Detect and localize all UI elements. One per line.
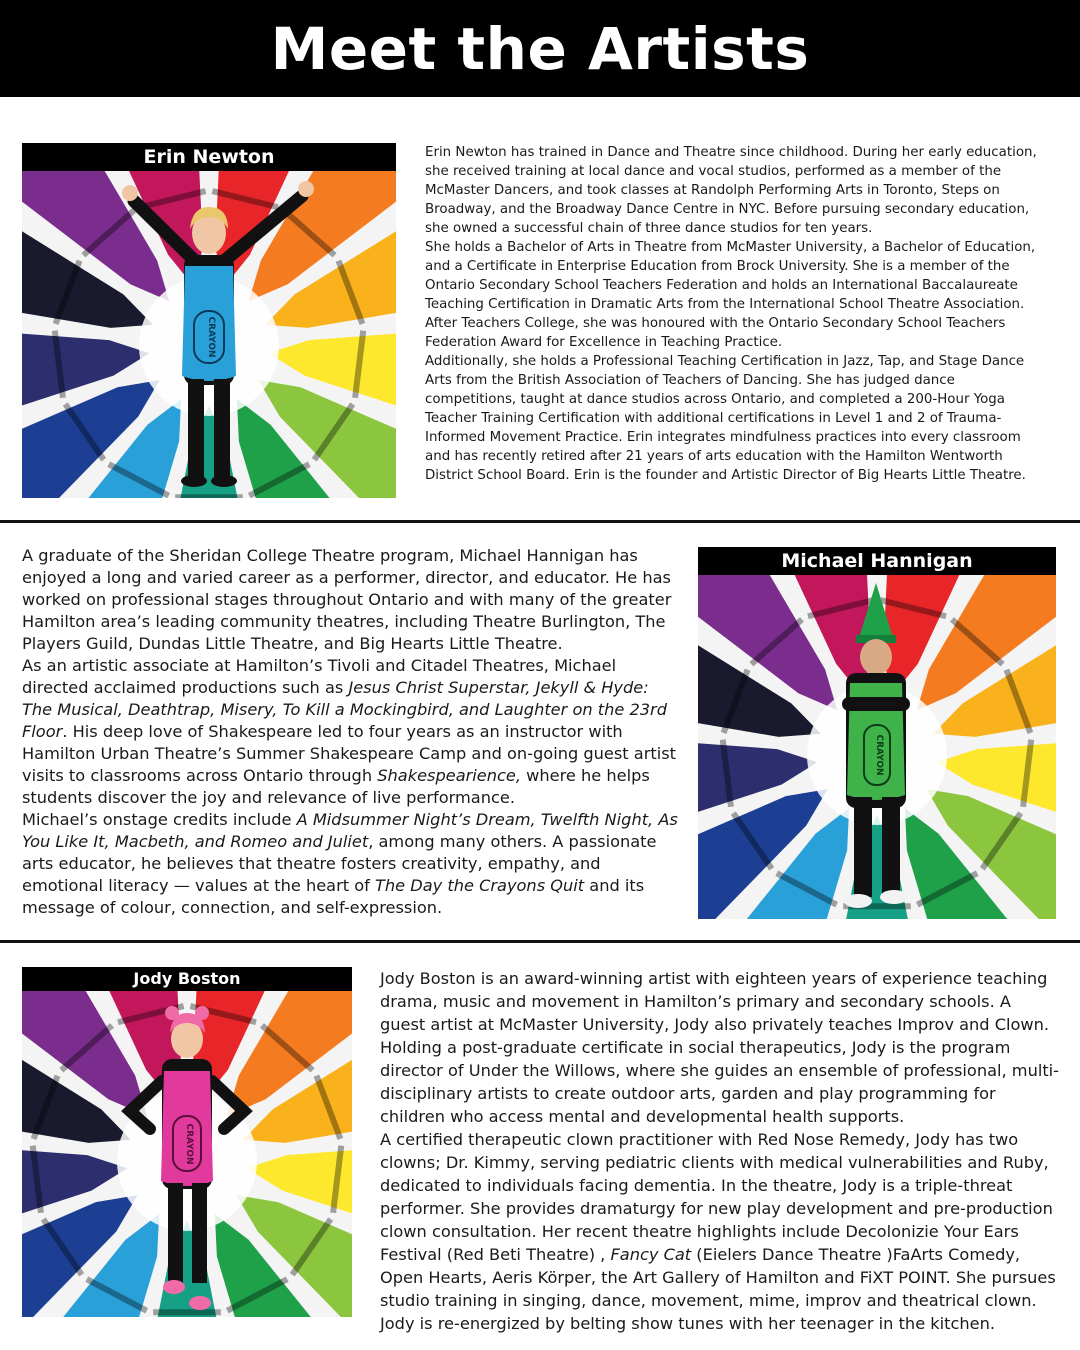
- artist-figure-jody: [22, 991, 352, 1317]
- artist-name-jody: Jody Boston: [22, 967, 352, 991]
- artist-bio-jody: [380, 967, 1060, 1335]
- artist-name-michael: Michael Hannigan: [698, 547, 1056, 575]
- artist-bio-erin: [425, 143, 1050, 485]
- bio-paragraph: Erin Newton has trained in Dance and Theatre since childhood. During her early education, she received training at local dance and vocal studios, performed as a member of the McMaster Dancers, and took classes at Randolph Performing Arts in Toronto, Steps on Broadway, and the Broadway Dance Centre in NYC. Before pursuing secondary education, she owned a successful chain of three dance studios for ten years.: [425, 145, 1037, 236]
- page-header: [0, 0, 1080, 97]
- svg-text:CRAYON: CRAYON: [874, 734, 884, 776]
- section-divider: [0, 940, 1080, 943]
- bio-paragraph: She holds a Bachelor of Arts in Theatre from McMaster University, a Bachelor of Education, and a Certificate in Enterprise Education from Brock University. She is a member of the Ontario Secondary School Teachers Federation and holds an International Baccalaureate Teaching Certification in Dramatic Arts from the International School Theatre Association. After Teachers College, she was honoured with the Ontario Secondary School Teachers Federation Award for Excellence in Teaching Practice.: [425, 240, 1036, 350]
- bio-paragraph: Michael’s onstage credits include A Midsummer Night’s Dream, Twelfth Night, As You Like It, Macbeth, and Romeo and Juliet, among many others. A passionate arts educator, he believes that theatre fosters creativity, empathy, and emotional literacy — values at the heart of The Day the Crayons Quit and its message of colour, connection, and self-expression.: [22, 810, 678, 917]
- section-divider: [0, 520, 1080, 523]
- artist-photo-jody: [22, 967, 352, 1317]
- bio-paragraph: As an artistic associate at Hamilton’s Tivoli and Citadel Theatres, Michael directed acclaimed productions such as Jesus Christ Superstar, Jekyll & Hyde: The Musical, Deathtrap, Misery, To Kill a Mockingbird, and Laughter on the 23rd Floor. His deep love of Shakespeare led to four years as an instructor with Hamilton Urban Theatre’s Summer Shakespeare Camp and on-going guest artist visits to classrooms across Ontario through Shakespearience, where he helps students discover the joy and relevance of live performance.: [22, 656, 676, 807]
- artist-figure-michael: [698, 575, 1056, 919]
- bio-paragraph: Additionally, she holds a Professional Teaching Certification in Jazz, Tap, and Stage Dance Arts from the British Association of Teachers of Dancing. She has judged dance competitions, taught at dance studios across Ontario, and completed a 200-Hour Yoga Teacher Training Certification with additional certifications in Level 1 and 2 of Trauma-Informed Movement Practice. Erin integrates mindfulness practices into every classroom and has recently retired after 21 years of arts education with the Hamilton Wentworth District School Board. Erin is the founder and Artistic Director of Big Hearts Little Theatre.: [425, 354, 1026, 483]
- artist-name-erin: Erin Newton: [22, 143, 396, 171]
- svg-text:CRAYON: CRAYON: [184, 1123, 194, 1165]
- bio-paragraph: Jody Boston is an award-winning artist with eighteen years of experience teaching drama, music and movement in Hamilton’s primary and secondary schools. A guest artist at McMaster University, Jody also privately teaches Improv and Clown. Holding a post-graduate certificate in social therapeutics, Jody is the program director of Under the Willows, where she guides an ensemble of professional, multi-disciplinary artists to create outdoor arts, garden and play programming for children who access mental and developmental health supports.: [380, 969, 1060, 1126]
- artist-figure-erin: [22, 171, 396, 498]
- artist-photo-erin: [22, 143, 396, 498]
- svg-text:CRAYON: CRAYON: [206, 316, 216, 358]
- artist-photo-michael: [698, 547, 1056, 919]
- artist-bio-michael: [22, 545, 682, 919]
- bio-paragraph: A certified therapeutic clown practitioner with Red Nose Remedy, Jody has two clowns; Dr. Kimmy, serving pediatric clients with medical vulnerabilities and Ruby, dedicated to individuals facing dementia. In the theatre, Jody is a triple-threat performer. She provides dramaturgy for new play development and pre-production clown consultation. Her recent theatre highlights include Decolonizie Your Ears Festival (Red Beti Theatre) , Fancy Cat (Eielers Dance Theatre )FaArts Comedy, Open Hearts, Aeris Körper, the Art Gallery of Hamilton and FiXT POINT. She pursues studio training in singing, dance, movement, mime, improv and theatrical clown. Jody is re-energized by belting show tunes with her teenager in the kitchen.: [380, 1130, 1056, 1333]
- bio-paragraph: A graduate of the Sheridan College Theatre program, Michael Hannigan has enjoyed a long and varied career as a performer, director, and educator. He has worked on professional stages throughout Ontario and with many of the greater Hamilton area’s leading community theatres, including Theatre Burlington, The Players Guild, Dundas Little Theatre, and Big Hearts Little Theatre.: [22, 546, 672, 653]
- page-title: Meet the Artists: [270, 14, 810, 83]
